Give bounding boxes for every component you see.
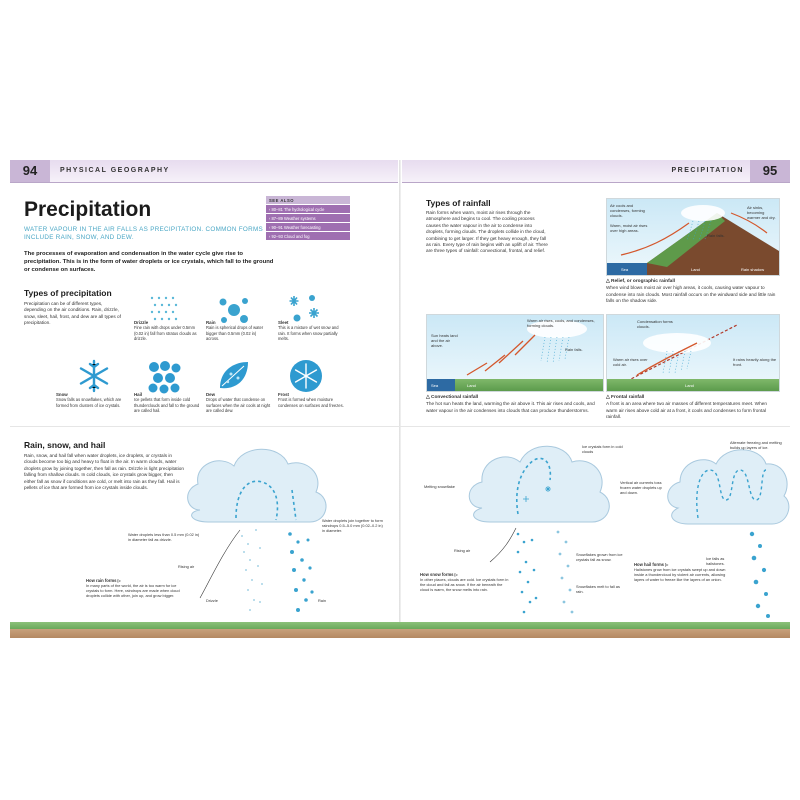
rain-label: Rain Rain is spherical drops of water bigger than 0.5mm (0.02 in) across. — [206, 320, 264, 342]
snow-annotation: Rising air — [454, 548, 471, 553]
relief-label: Rain falls. — [707, 233, 725, 238]
book-spread — [10, 160, 790, 638]
rain-annotation: Rising air — [178, 564, 195, 569]
right-page-header — [402, 160, 790, 183]
relief-label: Air sinks, becoming warmer and dry. — [747, 205, 776, 220]
see-also-box — [266, 196, 350, 240]
convectional-label: Rain falls. — [565, 347, 583, 352]
frontal-label: Warm air rises over cold air. — [613, 357, 648, 367]
see-also-link[interactable]: ‹ 87–89 Weather systems — [266, 214, 350, 222]
frontal-caption: △ Frontal rainfall A front is an area where two air masses of different temperatures meet. When warm air rises above cold air at a front, it cools and condenses to form frontal rainfall. — [606, 395, 767, 419]
relief-caption: △ Relief, or orographic rainfall When wind blows moist air over high areas, it cools, causing water vapour to condense into rain clouds. Most rainfall occurs on the windward side and little rain falls on the shadow side. — [606, 279, 776, 303]
left-header-title: PHYSICAL GEOGRAPHY — [60, 167, 170, 174]
rain-snow-hail-text: Rain, snow, and hail fall when water droplets, ice droplets, or crystals in clouds become too big and heavy to float in the air. In warm clouds, water droplets grow by joining together, then fall as rain. Drizzle is light precipitation falling from shallow clouds. In cold clouds, ice crystals grow bigger, then either fall as snow if conditions are cold, or melt into rain as they fall. Hail is pellets of ice that are formed from ice crystals inside clouds. — [24, 453, 184, 491]
rain-snow-hail-heading: Rain, snow, and hail — [24, 440, 106, 450]
convectional-label: Land — [467, 383, 476, 388]
relief-label: Land — [691, 267, 700, 272]
frost-label: Frost Frost is formed when moisture condenses on surfaces and freezes. — [278, 392, 344, 408]
convectional-label: Sun heats land and the air above. — [431, 333, 458, 348]
cloud-formation-diagrams — [10, 430, 790, 638]
right-header-title: PRECIPITATION — [671, 167, 744, 174]
see-also-heading: SEE ALSO — [266, 196, 350, 204]
see-also-link[interactable]: ‹ 92–93 Cloud and fog — [266, 232, 350, 240]
hail-annotation: Vertical air currents toss frozen water droplets up and down. — [620, 480, 662, 495]
hail-annotation: Alternate freezing and melting builds up layers of ice. — [730, 440, 782, 450]
page-title: Precipitation — [24, 198, 152, 221]
convectional-caption: △ Convectional rainfall The hot sun heats the land, warming the air above it. This air rises and cools, and water vapour in the air condenses into clouds that can produce thunderstorms. — [426, 395, 595, 413]
frost-icon — [288, 358, 324, 394]
left-page-header — [10, 160, 398, 183]
snow-annotation: Snowflakes grown from ice crystals fall as snow. — [576, 552, 623, 562]
rain-annotation: Drizzle — [206, 598, 218, 603]
frontal-rainfall-diagram — [606, 314, 780, 392]
frontal-label: It rains heavily along the front. — [733, 357, 777, 367]
dew-leaf-icon — [216, 358, 252, 394]
frontal-label: Land — [685, 383, 694, 388]
rain-annotation: Rain — [318, 598, 327, 603]
drizzle-label: Drizzle Fine rain with drops under 0.5mm (0.02 in) fall from stratus clouds as drizzle. — [134, 320, 197, 342]
how-hail-forms: How hail forms ▷ Hailstones grow from ice crystals swept up and down inside a thundercloud by violent air currents, allowing layers of water to freeze like the layers of an onion. — [634, 562, 726, 582]
frontal-label: Condensation forms clouds. — [637, 319, 673, 329]
how-rain-forms: How rain forms ▷ In many parts of the world, the air is too warm for ice crystals to form. Here, raindrops are made when cloud droplets collide with other, join up, and grow bigger. — [86, 578, 180, 598]
relief-label: Warm, moist air rises over high areas. — [610, 223, 648, 233]
types-of-rainfall-heading: Types of rainfall — [426, 198, 491, 208]
convectional-label: Sea — [431, 383, 439, 388]
see-also-link[interactable]: ‹ 90–91 Weather forecasting — [266, 223, 350, 231]
convectional-label: Warm air rises, cools, and condenses, forming clouds. — [527, 318, 595, 328]
see-also-link[interactable]: ‹ 80–81 The hydrological cycle — [266, 205, 350, 213]
types-of-precipitation-text: Precipitation can be of different types, depending on the air conditions. Rain, drizzle, snow, sleet, hail, frost, and dew are all types of precipitation. — [24, 301, 121, 326]
section-divider — [10, 426, 790, 427]
snow-label: Snow Snow falls as snowflakes, which are formed from clusters of ice crystals. — [56, 392, 122, 408]
relief-rainfall-diagram — [606, 198, 780, 276]
hail-label: Hail Ice pellets that form inside cold thunderclouds and fall to the ground are called hail. — [134, 392, 200, 414]
rain-annotation: Water droplets less than 0.5 mm (0.02 in) in diameter fall as drizzle. — [128, 532, 200, 542]
relief-label: Rain shadow — [741, 267, 765, 272]
snow-annotation: Snowflakes melt to fall as rain. — [576, 584, 620, 594]
intro-text: WATER VAPOUR IN THE AIR FALLS AS PRECIPITATION. COMMON FORMS INCLUDE RAIN, SNOW, AND DEW. — [24, 226, 264, 241]
rain-annotation: Water droplets join together to form raindrops 0.5–5.0 mm (0.02–0.2 in) in diameter. — [322, 518, 383, 533]
left-page-number: 94 — [10, 160, 50, 182]
hail-annotation: Ice falls as hailstones. — [706, 556, 725, 566]
convectional-rainfall-diagram — [426, 314, 604, 392]
relief-label: Sea — [621, 267, 629, 272]
snowflake-icon — [76, 358, 112, 394]
lead-text: The processes of evaporation and condensation in the water cycle give rise to precipitation. This is in the form of water droplets or ice crystals, which fall to the ground or condense on surfaces. — [24, 251, 274, 273]
right-page-number: 95 — [750, 160, 790, 182]
dew-label: Dew Drops of water that condense on surfaces when the air cools at night are called dew. — [206, 392, 271, 414]
types-of-rainfall-text: Rain forms when warm, moist air rises through the atmosphere and begins to cool. The cooling process causes the water vapour in the air to condense into droplets, forming clouds. The droplets collide in the cloud, combining to get larger. If they get heavy enough, they fall as rain. Every type of rain begins with an uplift of air. There are three types of rainfall: convectional, frontal, and relief. — [426, 210, 548, 254]
hail-icon — [146, 358, 182, 394]
sleet-label: Sleet This is a mixture of wet snow and rain. It forms when snow partially melts. — [278, 320, 339, 342]
snow-annotation: Melting snowflake — [424, 484, 455, 489]
snow-annotation: Ice crystals form in cold clouds — [582, 444, 623, 454]
how-snow-forms: How snow forms ▷ In other places, clouds are cold. Ice crystals form in the cloud and fall as snow. If the air beneath the cloud is warm, the snow melts into rain. — [420, 572, 509, 592]
ground-strip — [10, 622, 790, 638]
types-of-precipitation-heading: Types of precipitation — [24, 288, 112, 298]
relief-label: Air cools and condenses, forming clouds. — [610, 203, 645, 218]
